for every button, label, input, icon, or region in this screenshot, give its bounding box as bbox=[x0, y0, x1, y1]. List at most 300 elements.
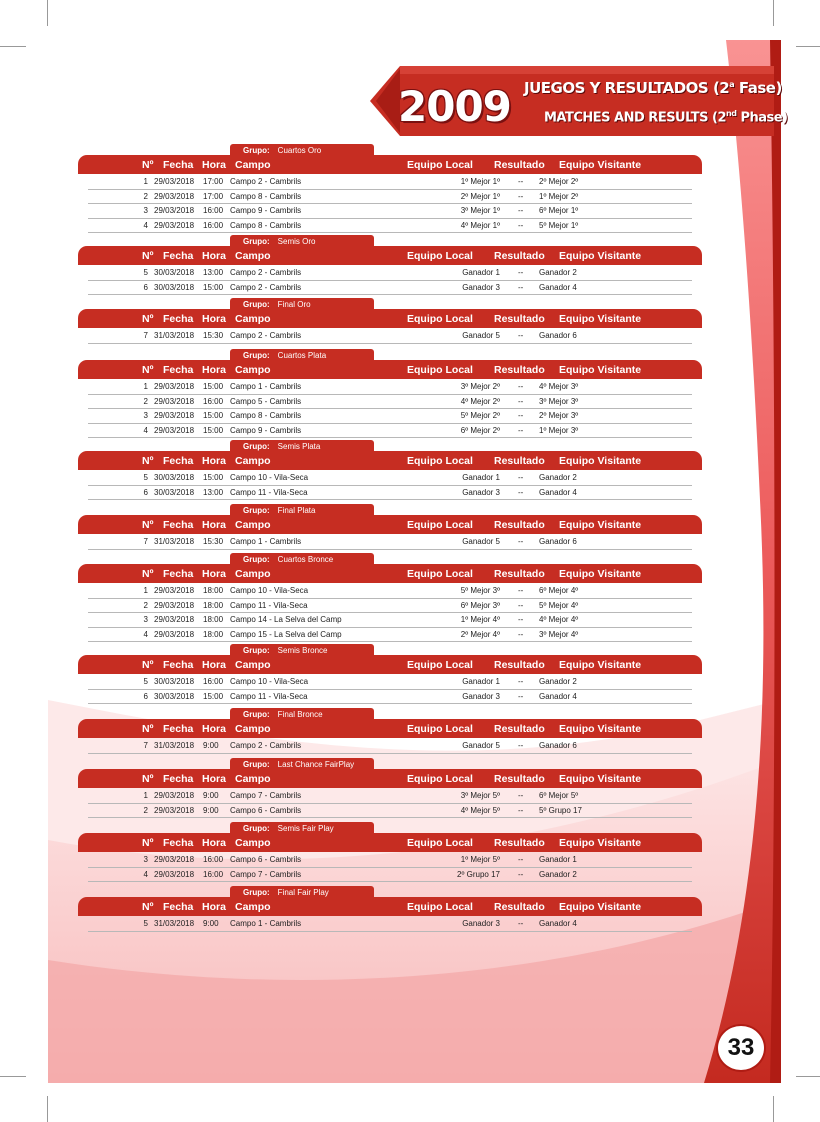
table-row bbox=[88, 628, 692, 643]
header-local: Equipo Local bbox=[407, 659, 473, 671]
home-team: 6º Mejor 2º bbox=[460, 425, 500, 435]
away-team: Ganador 4 bbox=[539, 282, 577, 292]
match-field: Campo 10 - Vila-Seca bbox=[230, 677, 309, 686]
group-label: Grupo: bbox=[243, 888, 270, 897]
match-date: 29/03/2018 bbox=[154, 805, 195, 815]
group-label: Grupo: bbox=[243, 442, 270, 451]
table-row bbox=[88, 409, 692, 424]
group-name: Semis Plata bbox=[277, 442, 321, 451]
result: -- bbox=[518, 791, 524, 800]
home-team: 3º Mejor 5º bbox=[460, 791, 500, 800]
table-row bbox=[88, 281, 692, 296]
header-local: Equipo Local bbox=[407, 519, 473, 531]
match-time: 18:00 bbox=[203, 629, 224, 639]
match-rows bbox=[78, 917, 702, 932]
header-campo: Campo bbox=[235, 659, 271, 671]
away-team: 1º Mejor 3º bbox=[539, 425, 579, 435]
match-time: 15:00 bbox=[203, 411, 224, 421]
result: -- bbox=[518, 382, 524, 391]
match-time: 16:00 bbox=[203, 206, 224, 216]
match-time: 17:00 bbox=[203, 177, 224, 186]
home-team: 1º Mejor 5º bbox=[460, 855, 500, 864]
match-date: 29/03/2018 bbox=[154, 791, 195, 800]
header-n: Nº bbox=[142, 364, 154, 376]
header-local: Equipo Local bbox=[407, 250, 473, 262]
header-fecha: Fecha bbox=[163, 773, 194, 785]
table-header bbox=[78, 719, 702, 738]
match-time: 15:00 bbox=[203, 473, 224, 482]
match-time: 18:00 bbox=[203, 615, 224, 625]
result: -- bbox=[518, 268, 524, 277]
away-team: 2º Mejor 2º bbox=[539, 177, 579, 186]
match-date: 29/03/2018 bbox=[154, 586, 195, 595]
header-n: Nº bbox=[142, 659, 154, 671]
match-number: 3 bbox=[143, 206, 148, 216]
home-team: Ganador 1 bbox=[462, 268, 500, 277]
home-team: Ganador 3 bbox=[462, 487, 500, 497]
match-rows bbox=[78, 380, 702, 438]
result: -- bbox=[518, 425, 524, 435]
home-team: Ganador 3 bbox=[462, 691, 500, 701]
header-visitante: Equipo Visitante bbox=[559, 364, 642, 376]
table-row bbox=[88, 204, 692, 219]
header-n: Nº bbox=[142, 519, 154, 531]
table-header bbox=[78, 451, 702, 470]
match-field: Campo 2 - Cambrils bbox=[230, 331, 302, 340]
header-hora: Hora bbox=[202, 313, 226, 325]
match-time: 16:00 bbox=[203, 396, 224, 406]
group-name: Semis Bronce bbox=[277, 646, 328, 655]
table-row bbox=[88, 219, 692, 234]
match-rows bbox=[78, 675, 702, 704]
group-name: Last Chance FairPlay bbox=[277, 760, 355, 769]
header-hora: Hora bbox=[202, 659, 226, 671]
home-team: 2º Grupo 17 bbox=[457, 869, 500, 879]
header-fecha: Fecha bbox=[163, 659, 194, 671]
match-field: Campo 6 - Cambrils bbox=[230, 805, 302, 815]
table-row bbox=[88, 613, 692, 628]
match-date: 29/03/2018 bbox=[154, 191, 195, 201]
table-header bbox=[78, 155, 702, 174]
result: -- bbox=[518, 473, 524, 482]
table-header bbox=[78, 309, 702, 328]
match-field: Campo 1 - Cambrils bbox=[230, 919, 302, 928]
home-team: 1º Mejor 1º bbox=[460, 177, 500, 186]
match-field: Campo 6 - Cambrils bbox=[230, 855, 302, 864]
away-team: Ganador 4 bbox=[539, 691, 577, 701]
header-visitante: Equipo Visitante bbox=[559, 723, 642, 735]
match-number: 7 bbox=[143, 741, 148, 750]
match-date: 31/03/2018 bbox=[154, 919, 195, 928]
match-date: 29/03/2018 bbox=[154, 411, 195, 421]
header-hora: Hora bbox=[202, 837, 226, 849]
result: -- bbox=[518, 805, 524, 815]
result: -- bbox=[518, 206, 524, 216]
match-time: 18:00 bbox=[203, 600, 224, 610]
header-resultado: Resultado bbox=[494, 837, 545, 849]
header-n: Nº bbox=[142, 455, 154, 467]
header-campo: Campo bbox=[235, 837, 271, 849]
match-number: 2 bbox=[143, 396, 148, 406]
match-field: Campo 9 - Cambrils bbox=[230, 206, 302, 216]
match-field: Campo 8 - Cambrils bbox=[230, 191, 302, 201]
header-local: Equipo Local bbox=[407, 159, 473, 171]
away-team: 3º Mejor 3º bbox=[539, 396, 579, 406]
table-row bbox=[88, 584, 692, 599]
match-time: 13:00 bbox=[203, 268, 224, 277]
table-row bbox=[88, 868, 692, 883]
header-campo: Campo bbox=[235, 519, 271, 531]
match-rows bbox=[78, 535, 702, 550]
header-n: Nº bbox=[142, 159, 154, 171]
table-header bbox=[78, 655, 702, 674]
group-name: Cuartos Plata bbox=[277, 351, 327, 360]
header-resultado: Resultado bbox=[494, 455, 545, 467]
group-label: Grupo: bbox=[243, 237, 270, 246]
table-row bbox=[88, 329, 692, 344]
result: -- bbox=[518, 282, 524, 292]
header-hora: Hora bbox=[202, 568, 226, 580]
match-time: 16:00 bbox=[203, 220, 224, 230]
table-header bbox=[78, 833, 702, 852]
home-team: 6º Mejor 3º bbox=[460, 600, 500, 610]
home-team: Ganador 5 bbox=[462, 537, 500, 546]
match-time: 9:00 bbox=[203, 791, 219, 800]
table-row bbox=[88, 266, 692, 281]
header-visitante: Equipo Visitante bbox=[559, 313, 642, 325]
home-team: Ganador 3 bbox=[462, 282, 500, 292]
result: -- bbox=[518, 396, 524, 406]
result: -- bbox=[518, 411, 524, 421]
match-time: 15:00 bbox=[203, 282, 224, 292]
result: -- bbox=[518, 220, 524, 230]
match-number: 4 bbox=[143, 869, 148, 879]
header-hora: Hora bbox=[202, 773, 226, 785]
table-header bbox=[78, 897, 702, 916]
match-date: 29/03/2018 bbox=[154, 629, 195, 639]
table-row bbox=[88, 599, 692, 614]
match-number: 2 bbox=[143, 191, 148, 201]
match-time: 15:00 bbox=[203, 425, 224, 435]
match-number: 4 bbox=[143, 425, 148, 435]
header-campo: Campo bbox=[235, 364, 271, 376]
away-team: Ganador 2 bbox=[539, 473, 577, 482]
header-local: Equipo Local bbox=[407, 364, 473, 376]
away-team: 2º Mejor 3º bbox=[539, 411, 579, 421]
header-resultado: Resultado bbox=[494, 659, 545, 671]
match-number: 5 bbox=[143, 268, 148, 277]
match-number: 1 bbox=[143, 791, 148, 800]
header-local: Equipo Local bbox=[407, 837, 473, 849]
group-label: Grupo: bbox=[243, 351, 270, 360]
match-number: 5 bbox=[143, 919, 148, 928]
match-rows bbox=[78, 471, 702, 500]
match-number: 2 bbox=[143, 805, 148, 815]
group-label: Grupo: bbox=[243, 710, 270, 719]
match-time: 15:30 bbox=[203, 331, 224, 340]
match-time: 9:00 bbox=[203, 805, 219, 815]
match-number: 5 bbox=[143, 677, 148, 686]
match-date: 30/03/2018 bbox=[154, 282, 195, 292]
away-team: 5º Mejor 1º bbox=[539, 220, 579, 230]
match-field: Campo 2 - Cambrils bbox=[230, 268, 302, 277]
match-time: 9:00 bbox=[203, 741, 219, 750]
header-visitante: Equipo Visitante bbox=[559, 519, 642, 531]
match-date: 29/03/2018 bbox=[154, 869, 195, 879]
table-header bbox=[78, 246, 702, 265]
home-team: 3º Mejor 1º bbox=[460, 206, 500, 216]
away-team: Ganador 2 bbox=[539, 677, 577, 686]
home-team: 4º Mejor 2º bbox=[460, 396, 500, 406]
match-time: 15:30 bbox=[203, 537, 224, 546]
header-campo: Campo bbox=[235, 568, 271, 580]
header-campo: Campo bbox=[235, 250, 271, 262]
header-fecha: Fecha bbox=[163, 159, 194, 171]
home-team: 4º Mejor 1º bbox=[460, 220, 500, 230]
header-hora: Hora bbox=[202, 455, 226, 467]
header-n: Nº bbox=[142, 837, 154, 849]
table-header bbox=[78, 564, 702, 583]
match-number: 1 bbox=[143, 382, 148, 391]
match-number: 1 bbox=[143, 586, 148, 595]
table-row bbox=[88, 395, 692, 410]
table-row bbox=[88, 424, 692, 439]
match-date: 30/03/2018 bbox=[154, 487, 195, 497]
match-field: Campo 11 - Vila-Seca bbox=[230, 600, 308, 610]
match-date: 29/03/2018 bbox=[154, 220, 195, 230]
match-number: 5 bbox=[143, 473, 148, 482]
result: -- bbox=[518, 855, 524, 864]
header-fecha: Fecha bbox=[163, 568, 194, 580]
away-team: Ganador 4 bbox=[539, 919, 577, 928]
header-n: Nº bbox=[142, 723, 154, 735]
header-hora: Hora bbox=[202, 519, 226, 531]
match-date: 29/03/2018 bbox=[154, 382, 195, 391]
away-team: 4º Mejor 4º bbox=[539, 615, 579, 625]
header-local: Equipo Local bbox=[407, 901, 473, 913]
group-label: Grupo: bbox=[243, 506, 270, 515]
table-row bbox=[88, 690, 692, 705]
header-resultado: Resultado bbox=[494, 159, 545, 171]
group-label: Grupo: bbox=[243, 646, 270, 655]
table-header bbox=[78, 515, 702, 534]
away-team: 5º Grupo 17 bbox=[539, 805, 582, 815]
header-visitante: Equipo Visitante bbox=[559, 659, 642, 671]
match-field: Campo 2 - Cambrils bbox=[230, 741, 302, 750]
result: -- bbox=[518, 677, 524, 686]
away-team: Ganador 1 bbox=[539, 855, 577, 864]
home-team: 5º Mejor 2º bbox=[460, 411, 500, 421]
banner-title-en: MATCHES AND RESULTS (2nd Phase) bbox=[544, 109, 788, 126]
result: -- bbox=[518, 487, 524, 497]
home-team: 2º Mejor 1º bbox=[460, 191, 500, 201]
page-number: 33 bbox=[716, 1024, 766, 1072]
match-field: Campo 7 - Cambrils bbox=[230, 869, 302, 879]
match-date: 29/03/2018 bbox=[154, 425, 195, 435]
header-visitante: Equipo Visitante bbox=[559, 250, 642, 262]
header-visitante: Equipo Visitante bbox=[559, 455, 642, 467]
match-time: 13:00 bbox=[203, 487, 224, 497]
match-number: 4 bbox=[143, 629, 148, 639]
away-team: Ganador 2 bbox=[539, 268, 577, 277]
header-visitante: Equipo Visitante bbox=[559, 901, 642, 913]
header-visitante: Equipo Visitante bbox=[559, 773, 642, 785]
match-time: 16:00 bbox=[203, 677, 224, 686]
match-rows bbox=[78, 789, 702, 818]
table-header bbox=[78, 769, 702, 788]
group-name: Cuartos Oro bbox=[277, 146, 322, 155]
header-campo: Campo bbox=[235, 773, 271, 785]
match-field: Campo 8 - Cambrils bbox=[230, 411, 302, 421]
result: -- bbox=[518, 869, 524, 879]
header-resultado: Resultado bbox=[494, 773, 545, 785]
match-field: Campo 8 - Cambrils bbox=[230, 220, 302, 230]
match-rows bbox=[78, 739, 702, 754]
home-team: Ganador 1 bbox=[462, 677, 500, 686]
away-team: Ganador 6 bbox=[539, 331, 577, 340]
header-resultado: Resultado bbox=[494, 519, 545, 531]
away-team: Ganador 6 bbox=[539, 537, 577, 546]
match-field: Campo 1 - Cambrils bbox=[230, 537, 302, 546]
group-label: Grupo: bbox=[243, 555, 270, 564]
result: -- bbox=[518, 331, 524, 340]
match-rows bbox=[78, 329, 702, 344]
away-team: 1º Mejor 2º bbox=[539, 191, 579, 201]
header-fecha: Fecha bbox=[163, 364, 194, 376]
match-date: 30/03/2018 bbox=[154, 473, 195, 482]
match-field: Campo 15 - La Selva del Camp bbox=[230, 629, 342, 639]
header-hora: Hora bbox=[202, 159, 226, 171]
header-hora: Hora bbox=[202, 250, 226, 262]
result: -- bbox=[518, 191, 524, 201]
match-field: Campo 11 - Vila-Seca bbox=[230, 691, 308, 701]
match-time: 16:00 bbox=[203, 855, 224, 864]
away-team: Ganador 4 bbox=[539, 487, 577, 497]
away-team: 6º Mejor 1º bbox=[539, 206, 579, 216]
match-number: 3 bbox=[143, 615, 148, 625]
match-number: 3 bbox=[143, 855, 148, 864]
match-number: 7 bbox=[143, 537, 148, 546]
match-number: 2 bbox=[143, 600, 148, 610]
match-date: 30/03/2018 bbox=[154, 268, 195, 277]
match-date: 29/03/2018 bbox=[154, 615, 195, 625]
header-fecha: Fecha bbox=[163, 455, 194, 467]
home-team: 5º Mejor 3º bbox=[460, 586, 500, 595]
header-resultado: Resultado bbox=[494, 901, 545, 913]
header-n: Nº bbox=[142, 901, 154, 913]
header-fecha: Fecha bbox=[163, 837, 194, 849]
home-team: Ganador 1 bbox=[462, 473, 500, 482]
match-number: 4 bbox=[143, 220, 148, 230]
result: -- bbox=[518, 629, 524, 639]
match-number: 6 bbox=[143, 691, 148, 701]
header-campo: Campo bbox=[235, 455, 271, 467]
header-campo: Campo bbox=[235, 313, 271, 325]
header-resultado: Resultado bbox=[494, 723, 545, 735]
group-name: Semis Oro bbox=[277, 237, 316, 246]
header-fecha: Fecha bbox=[163, 313, 194, 325]
header-fecha: Fecha bbox=[163, 519, 194, 531]
header-resultado: Resultado bbox=[494, 364, 545, 376]
home-team: 1º Mejor 4º bbox=[460, 615, 500, 625]
group-name: Cuartos Bronce bbox=[277, 555, 334, 564]
table-row bbox=[88, 917, 692, 932]
header-campo: Campo bbox=[235, 159, 271, 171]
match-field: Campo 1 - Cambrils bbox=[230, 382, 302, 391]
match-field: Campo 14 - La Selva del Camp bbox=[230, 615, 342, 625]
match-time: 18:00 bbox=[203, 586, 224, 595]
table-row bbox=[88, 471, 692, 486]
away-team: 5º Mejor 4º bbox=[539, 600, 579, 610]
home-team: Ganador 5 bbox=[462, 331, 500, 340]
table-row bbox=[88, 853, 692, 868]
result: -- bbox=[518, 741, 524, 750]
home-team: Ganador 5 bbox=[462, 741, 500, 750]
table-header bbox=[78, 360, 702, 379]
match-number: 1 bbox=[143, 177, 148, 186]
home-team: Ganador 3 bbox=[462, 919, 500, 928]
match-field: Campo 10 - Vila-Seca bbox=[230, 473, 309, 482]
header-n: Nº bbox=[142, 568, 154, 580]
match-date: 30/03/2018 bbox=[154, 691, 195, 701]
header-local: Equipo Local bbox=[407, 455, 473, 467]
header-fecha: Fecha bbox=[163, 901, 194, 913]
match-time: 9:00 bbox=[203, 919, 219, 928]
header-local: Equipo Local bbox=[407, 568, 473, 580]
match-field: Campo 2 - Cambrils bbox=[230, 177, 302, 186]
match-number: 3 bbox=[143, 411, 148, 421]
match-date: 29/03/2018 bbox=[154, 855, 195, 864]
header-hora: Hora bbox=[202, 723, 226, 735]
match-rows bbox=[78, 853, 702, 882]
match-time: 16:00 bbox=[203, 869, 224, 879]
match-date: 29/03/2018 bbox=[154, 206, 195, 216]
away-team: 3º Mejor 4º bbox=[539, 629, 579, 639]
match-time: 15:00 bbox=[203, 382, 224, 391]
group-label: Grupo: bbox=[243, 760, 270, 769]
header-hora: Hora bbox=[202, 364, 226, 376]
result: -- bbox=[518, 615, 524, 625]
home-team: 3º Mejor 2º bbox=[460, 382, 500, 391]
match-field: Campo 11 - Vila-Seca bbox=[230, 487, 308, 497]
header-visitante: Equipo Visitante bbox=[559, 159, 642, 171]
match-number: 6 bbox=[143, 282, 148, 292]
group-name: Final Bronce bbox=[277, 710, 323, 719]
away-team: 4º Mejor 3º bbox=[539, 382, 579, 391]
banner-title-es: JUEGOS Y RESULTADOS (2$^a$ Fase) bbox=[524, 79, 782, 97]
match-date: 31/03/2018 bbox=[154, 741, 195, 750]
match-rows bbox=[78, 584, 702, 642]
match-date: 29/03/2018 bbox=[154, 177, 195, 186]
group-name: Final Oro bbox=[277, 300, 311, 309]
match-field: Campo 2 - Cambrils bbox=[230, 282, 302, 292]
match-field: Campo 7 - Cambrils bbox=[230, 791, 302, 800]
match-date: 31/03/2018 bbox=[154, 537, 195, 546]
table-row bbox=[88, 535, 692, 550]
group-label: Grupo: bbox=[243, 146, 270, 155]
match-rows bbox=[78, 266, 702, 295]
match-time: 17:00 bbox=[203, 191, 224, 201]
result: -- bbox=[518, 586, 524, 595]
match-date: 29/03/2018 bbox=[154, 600, 195, 610]
header-local: Equipo Local bbox=[407, 313, 473, 325]
match-date: 30/03/2018 bbox=[154, 677, 195, 686]
group-name: Final Fair Play bbox=[277, 888, 329, 897]
header-n: Nº bbox=[142, 250, 154, 262]
header-fecha: Fecha bbox=[163, 723, 194, 735]
header-campo: Campo bbox=[235, 723, 271, 735]
table-row bbox=[88, 380, 692, 395]
